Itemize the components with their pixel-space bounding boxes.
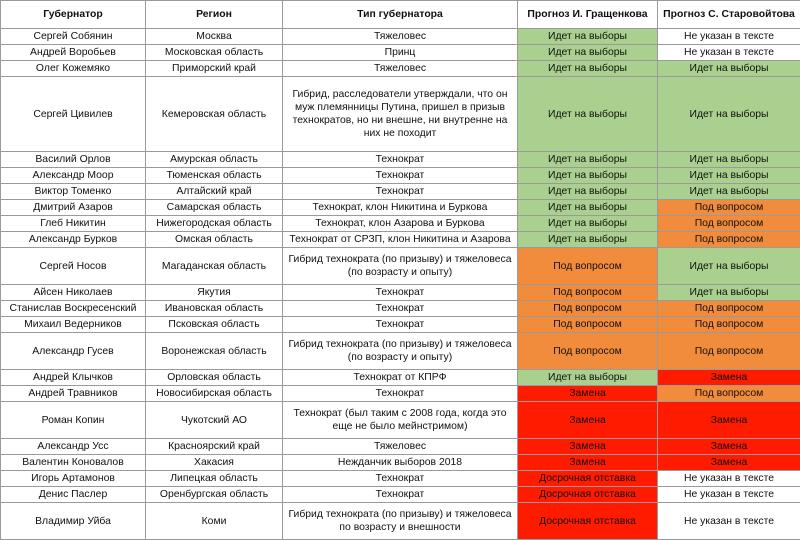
forecast-starovoytov-cell: Не указан в тексте [658, 29, 800, 45]
governor-type-cell: Тяжеловес [283, 29, 518, 45]
governor-cell: Валентин Коновалов [1, 455, 146, 471]
region-cell: Орловская область [146, 370, 283, 386]
table-row [1, 317, 800, 333]
governor-type-cell: Технократ [283, 471, 518, 487]
region-cell: Красноярский край [146, 439, 283, 455]
forecast-grashchenkov-cell: Досрочная отставка [518, 503, 658, 540]
region-cell: Хакасия [146, 455, 283, 471]
forecast-grashchenkov-cell: Идет на выборы [518, 29, 658, 45]
region-cell: Кемеровская область [146, 77, 283, 152]
governor-cell: Айсен Николаев [1, 285, 146, 301]
header-forecast-starovoytov: Прогноз С. Старовойтова [658, 1, 800, 29]
forecast-grashchenkov-cell: Под вопросом [518, 248, 658, 285]
governor-type-cell: Технократ [283, 487, 518, 503]
table-row [1, 402, 800, 439]
forecast-grashchenkov-cell: Замена [518, 455, 658, 471]
forecast-grashchenkov-cell: Под вопросом [518, 285, 658, 301]
region-cell: Тюменская область [146, 168, 283, 184]
governor-cell: Сергей Собянин [1, 29, 146, 45]
governor-type-cell: Гибрид технократа (по призыву) и тяжеловеса (по возрасту и опыту) [283, 333, 518, 370]
table-row [1, 503, 800, 540]
forecast-starovoytov-cell: Не указан в тексте [658, 487, 800, 503]
table-row [1, 216, 800, 232]
forecast-starovoytov-cell: Не указан в тексте [658, 471, 800, 487]
forecast-starovoytov-cell: Под вопросом [658, 386, 800, 402]
header-row [1, 1, 800, 29]
governor-cell: Владимир Уйба [1, 503, 146, 540]
region-cell: Якутия [146, 285, 283, 301]
table-row [1, 232, 800, 248]
table-row [1, 386, 800, 402]
table-row [1, 200, 800, 216]
governor-cell: Роман Копин [1, 402, 146, 439]
governor-type-cell: Технократ от СРЗП, клон Никитина и Азарова [283, 232, 518, 248]
governor-cell: Виктор Томенко [1, 184, 146, 200]
forecast-grashchenkov-cell: Замена [518, 386, 658, 402]
forecast-starovoytov-cell: Замена [658, 370, 800, 386]
table-row [1, 455, 800, 471]
governor-cell: Андрей Воробьев [1, 45, 146, 61]
region-cell: Новосибирская область [146, 386, 283, 402]
governor-cell: Александр Усс [1, 439, 146, 455]
governor-type-cell: Технократ [283, 317, 518, 333]
governor-cell: Дмитрий Азаров [1, 200, 146, 216]
governor-type-cell: Технократ [283, 301, 518, 317]
region-cell: Коми [146, 503, 283, 540]
forecast-grashchenkov-cell: Идет на выборы [518, 77, 658, 152]
governor-type-cell: Технократ [283, 168, 518, 184]
governor-cell: Станислав Воскресенский [1, 301, 146, 317]
governor-cell: Сергей Носов [1, 248, 146, 285]
table-row [1, 184, 800, 200]
forecast-starovoytov-cell: Не указан в тексте [658, 45, 800, 61]
table-row [1, 370, 800, 386]
governor-cell: Александр Бурков [1, 232, 146, 248]
forecast-starovoytov-cell: Идет на выборы [658, 168, 800, 184]
governor-cell: Андрей Клычков [1, 370, 146, 386]
forecast-grashchenkov-cell: Досрочная отставка [518, 487, 658, 503]
forecast-starovoytov-cell: Не указан в тексте [658, 503, 800, 540]
table-row [1, 301, 800, 317]
governor-cell: Глеб Никитин [1, 216, 146, 232]
governor-type-cell: Технократ [283, 285, 518, 301]
forecast-starovoytov-cell: Под вопросом [658, 301, 800, 317]
table-row [1, 168, 800, 184]
governor-cell: Василий Орлов [1, 152, 146, 168]
table-row [1, 285, 800, 301]
governor-type-cell: Принц [283, 45, 518, 61]
forecast-starovoytov-cell: Идет на выборы [658, 77, 800, 152]
governor-type-cell: Нежданчик выборов 2018 [283, 455, 518, 471]
region-cell: Самарская область [146, 200, 283, 216]
header-forecast-grashchenkov: Прогноз И. Гращенкова [518, 1, 658, 29]
region-cell: Приморский край [146, 61, 283, 77]
table-row [1, 77, 800, 152]
forecast-grashchenkov-cell: Идет на выборы [518, 45, 658, 61]
governor-type-cell: Технократ от КПРФ [283, 370, 518, 386]
governor-type-cell: Технократ (был таким с 2008 года, когда это еще не было мейнстримом) [283, 402, 518, 439]
governor-cell: Михаил Ведерников [1, 317, 146, 333]
governor-type-cell: Технократ [283, 152, 518, 168]
forecast-starovoytov-cell: Под вопросом [658, 232, 800, 248]
table-row [1, 61, 800, 77]
governor-cell: Денис Паслер [1, 487, 146, 503]
forecast-grashchenkov-cell: Под вопросом [518, 333, 658, 370]
header-type: Тип губернатора [283, 1, 518, 29]
governor-type-cell: Тяжеловес [283, 61, 518, 77]
region-cell: Москва [146, 29, 283, 45]
region-cell: Амурская область [146, 152, 283, 168]
forecast-grashchenkov-cell: Идет на выборы [518, 184, 658, 200]
region-cell: Нижегородская область [146, 216, 283, 232]
region-cell: Ивановская область [146, 301, 283, 317]
region-cell: Чукотский АО [146, 402, 283, 439]
forecast-starovoytov-cell: Идет на выборы [658, 248, 800, 285]
region-cell: Магаданская область [146, 248, 283, 285]
governor-cell: Александр Моор [1, 168, 146, 184]
forecast-grashchenkov-cell: Под вопросом [518, 301, 658, 317]
governor-cell: Александр Гусев [1, 333, 146, 370]
governor-cell: Андрей Травников [1, 386, 146, 402]
forecast-starovoytov-cell: Идет на выборы [658, 184, 800, 200]
header-region: Регион [146, 1, 283, 29]
region-cell: Воронежская область [146, 333, 283, 370]
table-row [1, 29, 800, 45]
forecast-grashchenkov-cell: Замена [518, 402, 658, 439]
forecast-grashchenkov-cell: Досрочная отставка [518, 471, 658, 487]
region-cell: Оренбургская область [146, 487, 283, 503]
governor-type-cell: Технократ, клон Азарова и Буркова [283, 216, 518, 232]
table-row [1, 439, 800, 455]
forecast-grashchenkov-cell: Идет на выборы [518, 370, 658, 386]
region-cell: Омская область [146, 232, 283, 248]
header-governor: Губернатор [1, 1, 146, 29]
forecast-starovoytov-cell: Под вопросом [658, 200, 800, 216]
table-row [1, 248, 800, 285]
governor-cell: Олег Кожемяко [1, 61, 146, 77]
forecast-starovoytov-cell: Под вопросом [658, 333, 800, 370]
forecast-starovoytov-cell: Замена [658, 402, 800, 439]
forecast-grashchenkov-cell: Идет на выборы [518, 216, 658, 232]
region-cell: Алтайский край [146, 184, 283, 200]
governor-type-cell: Тяжеловес [283, 439, 518, 455]
forecast-starovoytov-cell: Идет на выборы [658, 285, 800, 301]
forecast-grashchenkov-cell: Под вопросом [518, 317, 658, 333]
governor-cell: Сергей Цивилев [1, 77, 146, 152]
region-cell: Липецкая область [146, 471, 283, 487]
forecast-starovoytov-cell: Под вопросом [658, 317, 800, 333]
forecast-grashchenkov-cell: Идет на выборы [518, 232, 658, 248]
governor-type-cell: Гибрид, расследователи утверждали, что он муж племянницы Путина, пришел в призыв технократов, но ни внешне, ни внутренне на них не походит [283, 77, 518, 152]
table-row [1, 333, 800, 370]
table-row [1, 487, 800, 503]
governor-cell: Игорь Артамонов [1, 471, 146, 487]
governor-type-cell: Технократ [283, 184, 518, 200]
table-row [1, 45, 800, 61]
forecast-grashchenkov-cell: Идет на выборы [518, 152, 658, 168]
region-cell: Псковская область [146, 317, 283, 333]
forecast-starovoytov-cell: Под вопросом [658, 216, 800, 232]
table-row [1, 152, 800, 168]
governor-type-cell: Технократ, клон Никитина и Буркова [283, 200, 518, 216]
forecast-grashchenkov-cell: Идет на выборы [518, 61, 658, 77]
forecast-grashchenkov-cell: Замена [518, 439, 658, 455]
forecast-starovoytov-cell: Замена [658, 455, 800, 471]
forecast-starovoytov-cell: Замена [658, 439, 800, 455]
governor-type-cell: Гибрид технократа (по призыву) и тяжеловеса (по возрасту и опыту) [283, 248, 518, 285]
region-cell: Московская область [146, 45, 283, 61]
forecast-grashchenkov-cell: Идет на выборы [518, 200, 658, 216]
governor-type-cell: Гибрид технократа (по призыву) и тяжеловеса по возрасту и внешности [283, 503, 518, 540]
governor-type-cell: Технократ [283, 386, 518, 402]
forecast-starovoytov-cell: Идет на выборы [658, 61, 800, 77]
forecast-grashchenkov-cell: Идет на выборы [518, 168, 658, 184]
forecast-starovoytov-cell: Идет на выборы [658, 152, 800, 168]
table-row [1, 471, 800, 487]
